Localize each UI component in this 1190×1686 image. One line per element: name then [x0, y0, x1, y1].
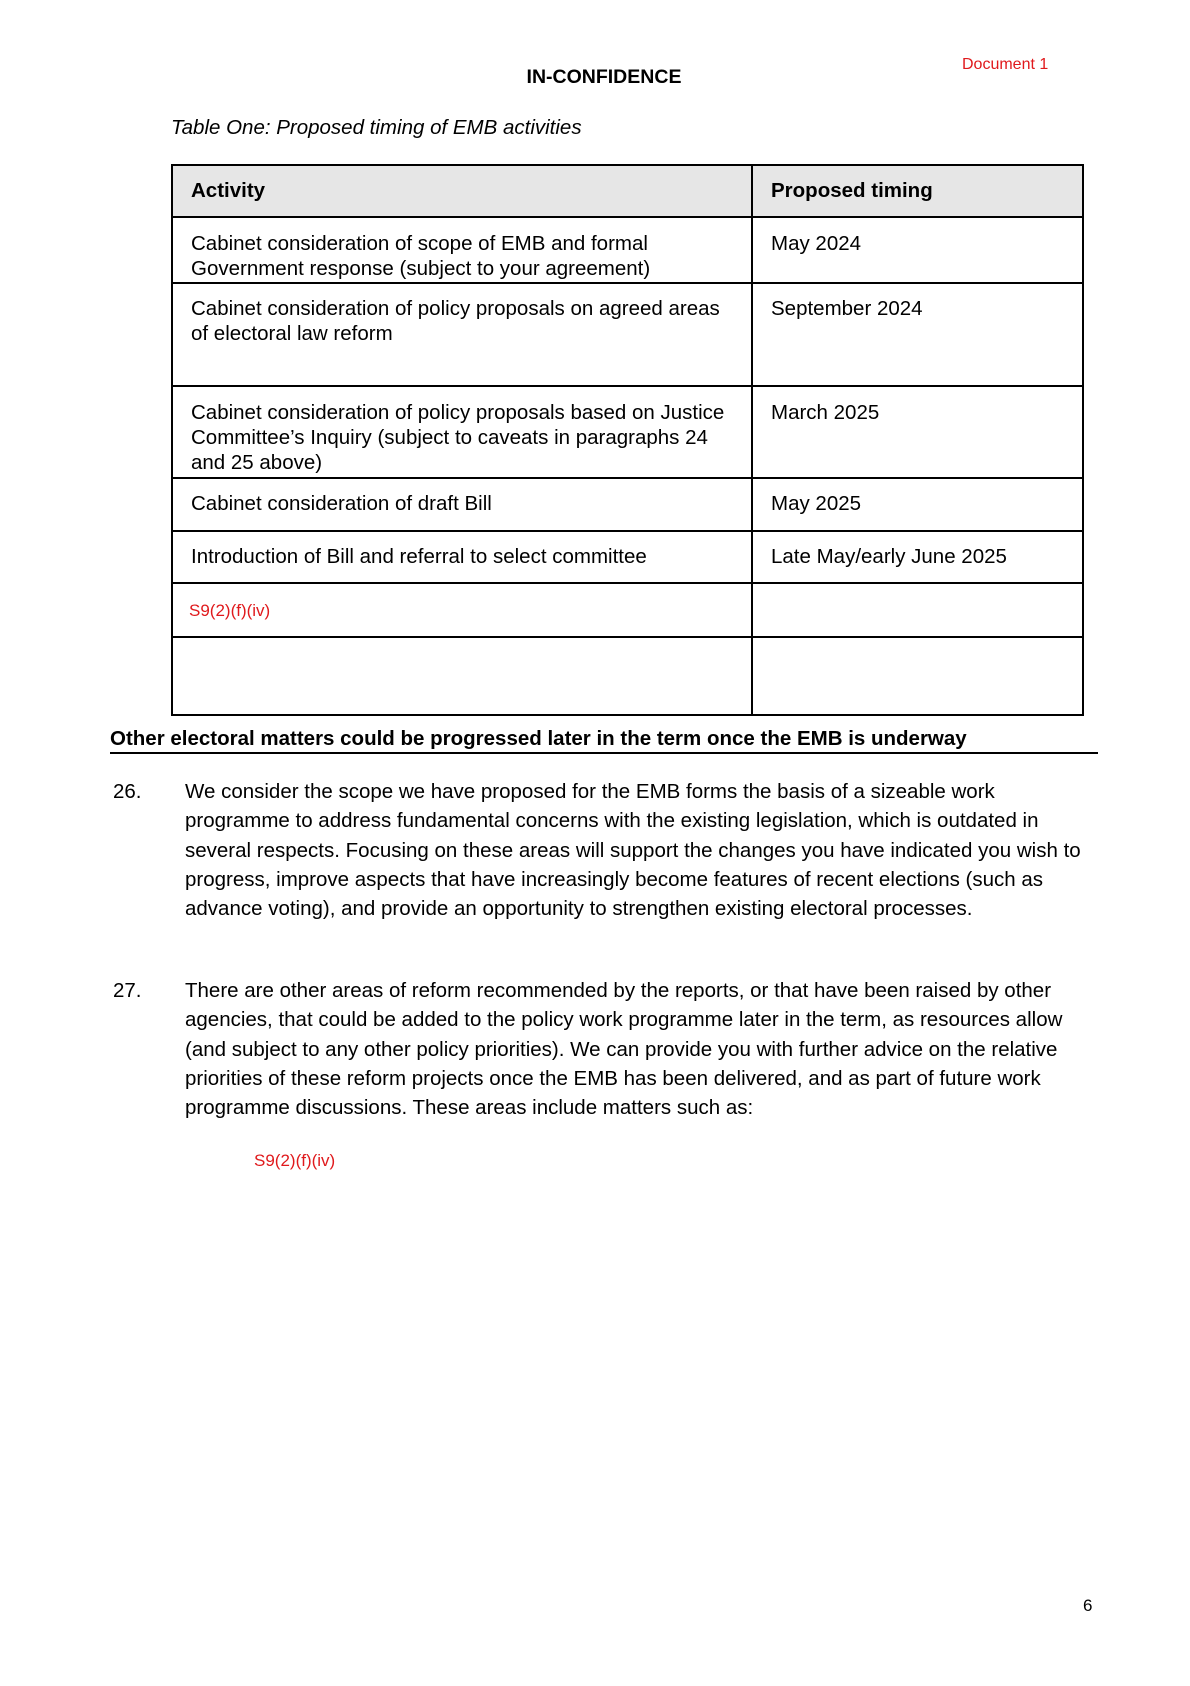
activity-cell: Cabinet consideration of policy proposals based on Justice Committee’s Inquiry (subject to caveats in paragraphs 24 and 25 above)	[172, 386, 752, 478]
table-row	[172, 386, 1083, 478]
timing-cell	[752, 637, 1083, 715]
table-row-redacted	[172, 583, 1083, 637]
paragraph-27	[113, 976, 1083, 1122]
timing-cell: March 2025	[752, 386, 1083, 478]
table-row	[172, 531, 1083, 583]
timing-cell: Late May/early June 2025	[752, 531, 1083, 583]
table-header-row	[172, 165, 1083, 217]
table-row-empty	[172, 637, 1083, 715]
document-label: Document 1	[962, 56, 1049, 73]
redaction-code: S9(2)(f)(iv)	[254, 1151, 336, 1170]
activity-cell	[172, 637, 752, 715]
table-row	[172, 217, 1083, 283]
classification-header: IN-CONFIDENCE	[526, 66, 682, 88]
table-row	[172, 283, 1083, 386]
activity-cell: Cabinet consideration of policy proposals on agreed areas of electoral law reform	[172, 283, 752, 386]
paragraph-text: There are other areas of reform recommended by the reports, or that have been raised by other agencies, that could be added to the policy work programme later in the term, as resources allow (and subject to any other policy priorities). We can provide you with further advice on the relative priorities of these reform projects once the EMB has been delivered, and as part of future work programme discussions. These areas include matters such as:	[185, 979, 1063, 1120]
paragraph-number: 27.	[113, 979, 142, 1002]
section-heading: Other electoral matters could be progressed later in the term once the EMB is underway	[110, 727, 1098, 754]
column-header-activity: Activity	[172, 165, 752, 217]
table-caption: Table One: Proposed timing of EMB activities	[171, 116, 582, 139]
emb-timing-table	[171, 164, 1084, 716]
table-row	[172, 478, 1083, 531]
activity-cell: Cabinet consideration of scope of EMB and formal Government response (subject to your agreement)	[172, 217, 752, 283]
redaction-code-cell: S9(2)(f)(iv)	[172, 583, 752, 637]
activity-cell: Introduction of Bill and referral to select committee	[172, 531, 752, 583]
timing-cell: September 2024	[752, 283, 1083, 386]
paragraph-number: 26.	[113, 780, 142, 803]
page-number: 6	[1083, 1596, 1093, 1615]
paragraph-text: We consider the scope we have proposed for the EMB forms the basis of a sizeable work programme to address fundamental concerns with the existing legislation, which is outdated in several respects. Focusing on these areas will support the changes you have indicated you wish to progress, improve aspects that have increasingly become features of recent elections (such as advance voting), and provide an opportunity to strengthen existing electoral processes.	[185, 780, 1081, 921]
timing-cell: May 2024	[752, 217, 1083, 283]
timing-cell: May 2025	[752, 478, 1083, 531]
column-header-timing: Proposed timing	[752, 165, 1083, 217]
timing-cell	[752, 583, 1083, 637]
activity-cell: Cabinet consideration of draft Bill	[172, 478, 752, 531]
paragraph-26	[113, 777, 1083, 923]
